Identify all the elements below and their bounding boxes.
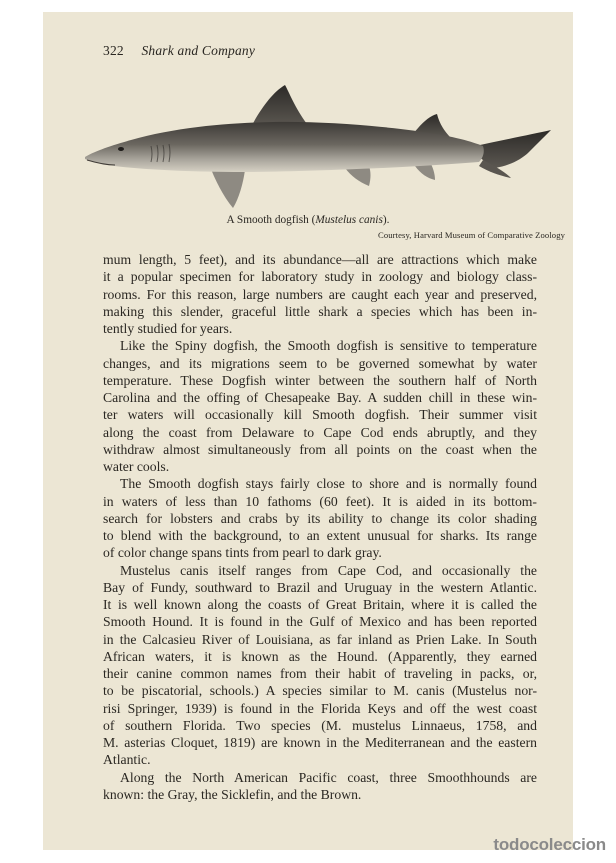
text-line: to blend with the background, to an extent unusual for sharks. Its range — [103, 528, 537, 543]
body-text — [103, 251, 537, 803]
text-line: Like the Spiny dogfish, the Smooth dogfish is sensitive to temperature — [120, 338, 537, 354]
text-line: tently studied for years. — [103, 321, 233, 336]
text-line: changes, and its migrations seem to be governed somewhat by water — [103, 355, 537, 371]
text-line: The Smooth dogfish stays fairly close to shore and is normally found — [120, 476, 537, 492]
running-head — [103, 43, 255, 59]
text-line: Carolina and the offing of Chesapeake Bay. A sudden chill in these win- — [103, 390, 537, 405]
text-line: in the Calcasieu River of Louisiana, as far inland as Prien Lake. In South — [103, 631, 537, 647]
text-line: to be piscatorial, schools.) A species similar to M. canis (Mustelus nor- — [103, 683, 537, 699]
figure-caption: A Smooth dogfish (Mustelus canis). — [226, 214, 390, 226]
text-line: Atlantic. — [103, 752, 151, 768]
text-line: withdraw almost simultaneously from all points on the coast when the — [103, 441, 537, 457]
text-line: along the coast from Delaware to Cape Cod ends abruptly, and they — [103, 424, 537, 440]
text-line: of color change spans tints from pearl to dark gray. — [103, 545, 382, 561]
first-dorsal-fin — [251, 85, 307, 127]
page-number: 322 — [103, 43, 124, 58]
text-line: African waters, it is known as the Hound. (Apparently, they earned — [103, 648, 537, 664]
book-page — [43, 12, 573, 850]
running-title: Shark and Company — [141, 43, 256, 58]
text-line: mum length, 5 feet), and its abundance—all are attractions which make — [103, 252, 537, 267]
text-line: Along the North American Pacific coast, three Smoothhounds are — [120, 769, 537, 785]
text-line: M. asterias Cloquet, 1819) are known in the Mediterranean and the eastern — [103, 735, 537, 750]
text-line: temperature. These Dogfish winter between the southern half of North — [103, 372, 537, 388]
smooth-dogfish-illustration — [83, 80, 558, 215]
text-line: It is well known along the coasts of Great Britain, where it is called the — [103, 597, 537, 612]
eye — [118, 147, 124, 151]
text-line: risi Springer, 1939) is found in the Florida Keys and off the west coast — [103, 700, 537, 716]
text-line: in waters of less than 10 fathoms (60 feet). It is aided in its bottom- — [103, 493, 537, 509]
watermark: todocoleccion — [493, 835, 606, 854]
text-line: Bay of Fundy, southward to Brazil and Uruguay in the western Atlantic. — [103, 579, 537, 595]
text-line: it a popular specimen for laboratory study in zoology and biology class- — [103, 269, 537, 285]
text-line: search for lobsters and crabs by its ability to change its color shading — [103, 510, 537, 526]
text-line: ter waters will occasionally kill Smooth dogfish. Their summer visit — [103, 407, 537, 423]
text-line: Mustelus canis itself ranges from Cape Cod, and occasionally the — [120, 562, 537, 578]
text-line: of southern Florida. Two species (M. mustelus Linnaeus, 1758, and — [103, 717, 537, 733]
scientific-name: Mustelus canis — [315, 214, 383, 226]
text-line: their canine common names from their habit of traveling in packs, or, — [103, 666, 537, 681]
text-line: making this slender, graceful little shark a species which has been in- — [103, 303, 537, 319]
text-line: water cools. — [103, 459, 170, 474]
figure-credit: Courtesy, Harvard Museum of Comparative Zoology — [378, 230, 565, 240]
text-line: Smooth Hound. It is found in the Gulf of Mexico and has been reported — [103, 614, 537, 630]
text-line: known: the Gray, the Sicklefin, and the Brown. — [103, 786, 362, 802]
text-line: rooms. For this reason, large numbers are caught each year and preserved, — [103, 286, 537, 302]
